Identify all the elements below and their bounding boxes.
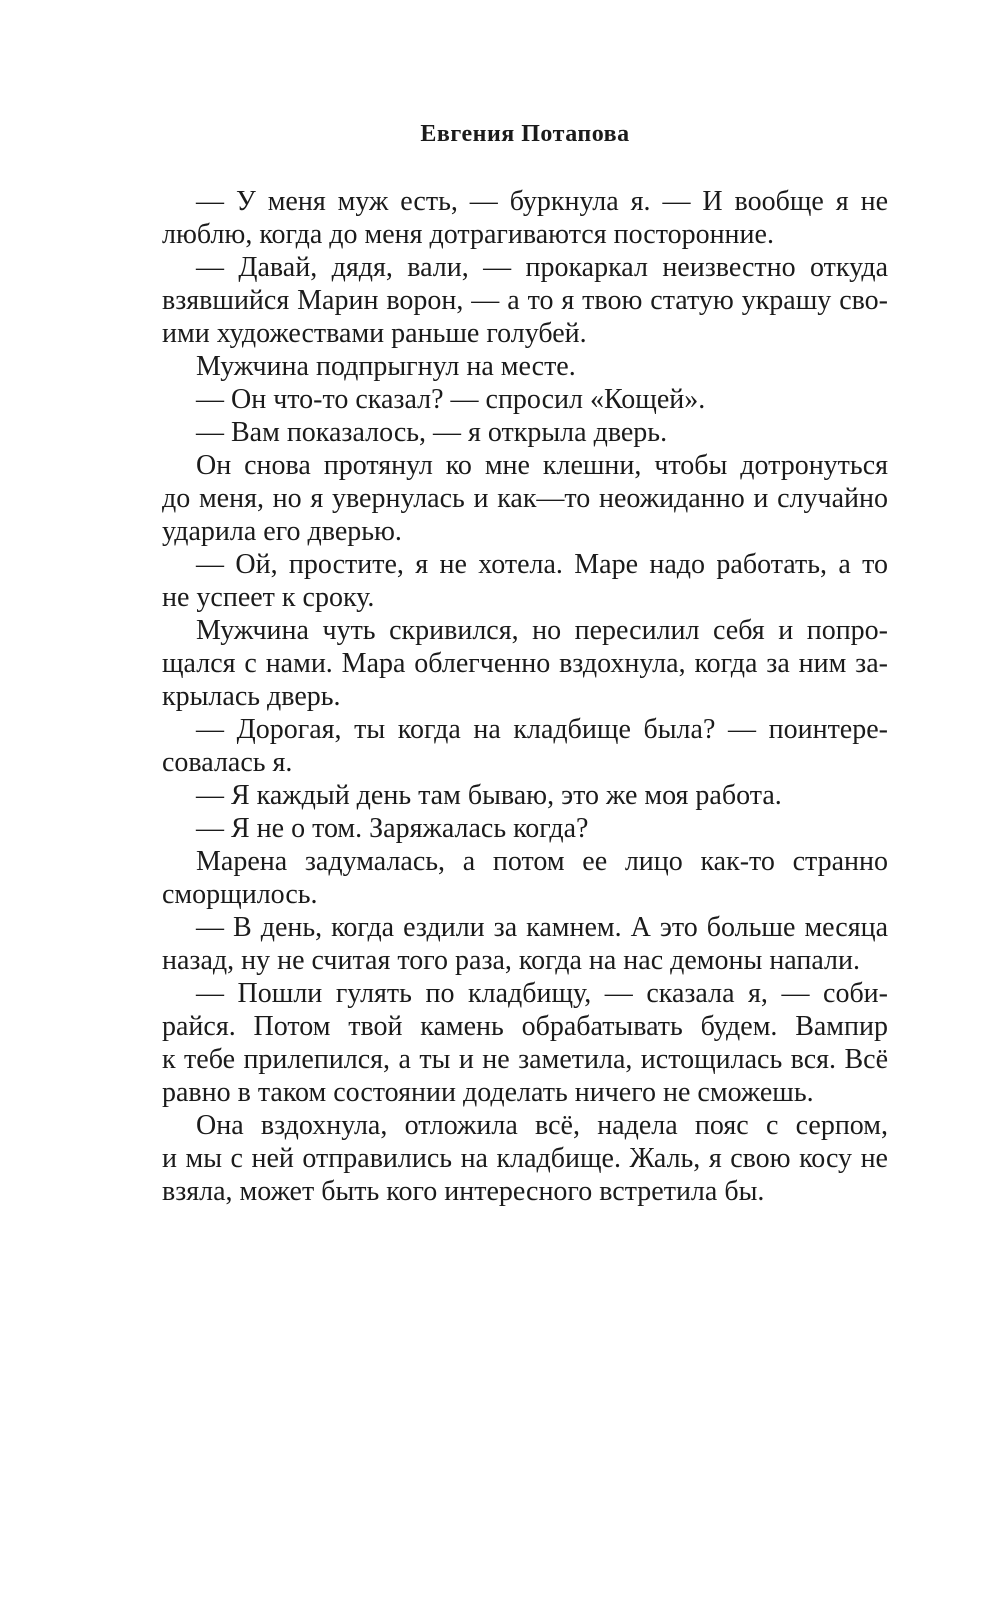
text-line: — Вам показалось, — я открыла дверь.	[196, 417, 668, 448]
paragraph	[162, 614, 888, 713]
text-line: взяла, может быть кого интересного встретила бы.	[162, 1176, 765, 1207]
text-line: Она вздохнула, отложила всё, надела пояс с серпом,	[196, 1110, 888, 1141]
text-line: — В день, когда ездили за камнем. А это больше месяца	[196, 912, 888, 943]
text-line: и мы с ней отправились на кладбище. Жаль, я свою косу не	[162, 1143, 888, 1174]
text-line: назад, ну не считая того раза, когда на нас демоны напали.	[162, 945, 860, 976]
text-line: — Ой, простите, я не хотела. Маре надо работать, а то	[196, 549, 888, 580]
paragraph	[162, 812, 888, 845]
paragraph	[162, 383, 888, 416]
paragraph	[162, 449, 888, 548]
text-line: к тебе прилепился, а ты и не заметила, истощилась вся. Всё	[162, 1044, 888, 1075]
text-line: Он снова протянул ко мне клешни, чтобы дотронуться	[196, 450, 888, 481]
text-line: крылась дверь.	[162, 681, 341, 712]
text-line: — Дорогая, ты когда на кладбище была? — поинтере-	[196, 714, 888, 745]
text-line: люблю, когда до меня дотрагиваются посторонние.	[162, 219, 774, 250]
paragraph	[162, 350, 888, 383]
text-line: сморщилось.	[162, 879, 318, 910]
paragraph	[162, 185, 888, 251]
author-header: Евгения Потапова	[420, 121, 630, 147]
paragraph	[162, 977, 888, 1109]
text-block	[162, 185, 888, 1208]
paragraph	[162, 548, 888, 614]
text-line: — Давай, дядя, вали, — прокаркал неизвестно откуда	[196, 252, 888, 283]
text-line: до меня, но я увернулась и как—то неожиданно и случайно	[162, 483, 888, 514]
paragraph	[162, 1109, 888, 1208]
paragraph	[162, 251, 888, 350]
text-line: Мужчина подпрыгнул на месте.	[196, 351, 576, 382]
text-line: — Пошли гулять по кладбищу, — сказала я, — соби-	[196, 978, 888, 1009]
paragraph	[162, 713, 888, 779]
text-line: взявшийся Марин ворон, — а то я твою статую украшу сво-	[162, 285, 888, 316]
text-line: щался с нами. Мара облегченно вздохнула, когда за ним за-	[162, 648, 888, 679]
text-line: не успеет к сроку.	[162, 582, 375, 613]
text-line: равно в таком состоянии доделать ничего не сможешь.	[162, 1077, 814, 1108]
text-line: райся. Потом твой камень обрабатывать будем. Вампир	[162, 1011, 888, 1042]
text-line: — Я каждый день там бываю, это же моя работа.	[196, 780, 782, 811]
paragraph	[162, 416, 888, 449]
paragraph	[162, 845, 888, 911]
text-line: — Я не о том. Заряжалась когда?	[196, 813, 589, 844]
text-line: Мужчина чуть скривился, но пересилил себя и попро-	[196, 615, 888, 646]
text-line: совалась я.	[162, 747, 293, 778]
paragraph	[162, 779, 888, 812]
paragraph	[162, 911, 888, 977]
text-line: Марена задумалась, а потом ее лицо как-то странно	[196, 846, 888, 877]
text-line: ударила его дверью.	[162, 516, 402, 547]
text-line: — Он что-то сказал? — спросил «Кощей».	[196, 384, 706, 415]
text-line: ими художествами раньше голубей.	[162, 318, 587, 349]
text-line: — У меня муж есть, — буркнула я. — И вообще я не	[196, 186, 888, 217]
